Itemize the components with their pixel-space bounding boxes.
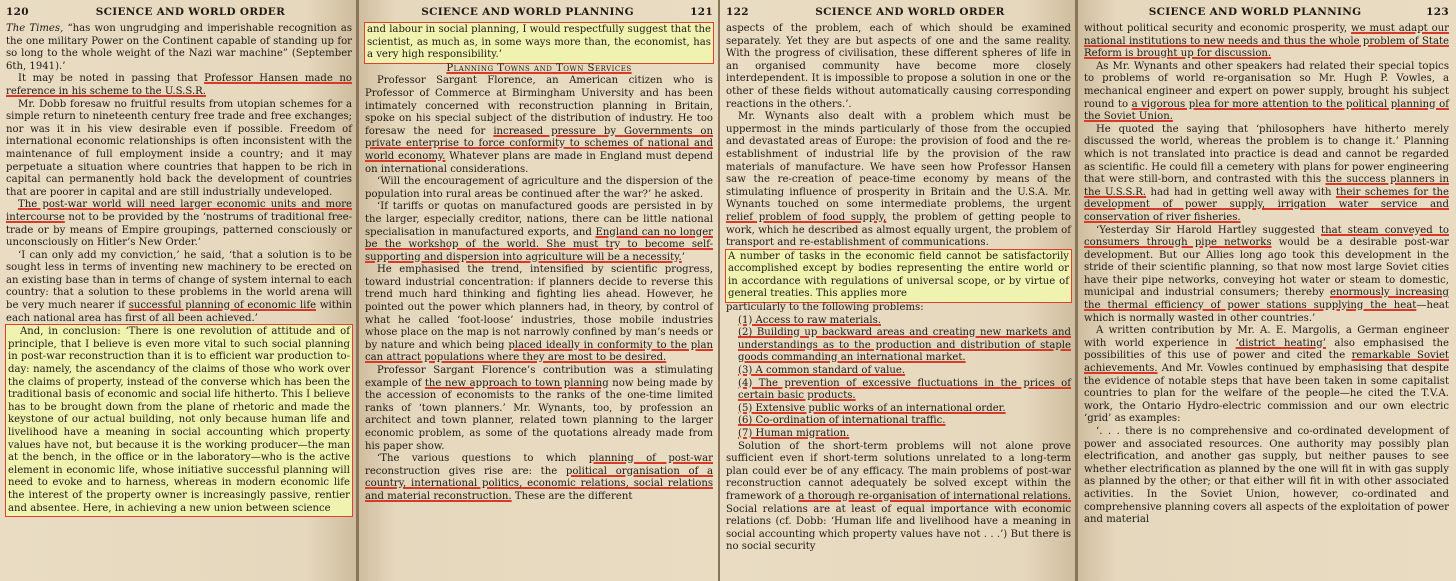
underlined-text: their schemes for the development of power supply, irrigation water service and conservation of river fisheries.	[1084, 186, 1449, 223]
paragraph	[726, 111, 1071, 250]
running-title: SCIENCE AND WORLD ORDER	[95, 6, 286, 18]
running-header	[1084, 6, 1449, 18]
text-run: had had in getting well away with	[1146, 186, 1336, 198]
paragraph	[365, 264, 713, 365]
text-run: would be a desirable post-war development. But our Allies long ago took this development in the stride of their scientific planning, so that now most large Soviet cities have their pipe networks, conveying hot water or steam to domestic, municipal and industrial consumers; thereby	[1084, 237, 1449, 299]
text-run: ‘I can only add my conviction,’ he said, ‘that a solution is to be sought less in terms of inventing new machinery to be erected on an existing base than in terms of change of system internal to each country: that a solution to these problems in the world arena will be very much nearer if	[6, 249, 352, 312]
underlined-text: (4) The prevention of excessive fluctuations in the prices of certain basic products.	[738, 377, 1071, 402]
text-run: ‘. . . there is no comprehensive and co-ordinated development of power and associated resources. One authority may possibly plan electrification, and another gas supply, but neither pauses to see whether electrification as planned by the one will fit in with gas supply as planned by the other; or that either will fit in with other associated activities. In the Soviet Union, however, co-ordinated and comprehensive planning covers all aspects of the exploitation of power and material	[1084, 426, 1449, 526]
underlined-text: (6) Co-ordination of international traffic.	[738, 415, 946, 427]
paragraph	[6, 73, 352, 98]
page-number: 122	[726, 6, 749, 18]
underlined-text: successful planning of economic life	[128, 300, 317, 312]
underlined-text: (2) Building up backward areas and creating new markets and understandings as to the production and distribution of staple goods commanding an international market.	[738, 327, 1071, 364]
text-run: —heat which is normally wasted in other countries.’	[1084, 300, 1449, 324]
paragraph	[6, 99, 352, 200]
heading-text: Planning Towns and Town Services	[446, 62, 632, 74]
text-run: within each national area has first of all been achieved.’	[6, 300, 352, 324]
text-run: Whatever plans are made in England must depend on international considerations.	[365, 150, 713, 175]
underlined-text: we must adapt our national institutions to new needs and thus the whole problem of State Reform is brought up for discussion.	[1084, 23, 1449, 60]
text-run: reconstruction gives rise are: the	[365, 465, 566, 477]
text-run: “has won ungrudging and imperishable recognition as the one military Power on the Continent capable of standing up for so long to the whole weight of the Nazi war machine” (September 6th, 1941).’	[6, 23, 352, 72]
underlined-text: England can no longer be the workshop of the world. She must try to become self-supporting and dispersion into agriculture will be a necessity.	[365, 226, 714, 263]
text-run: Mr. Wynants also dealt with a problem which must be uppermost in the minds particularly of those from the occupied and devastated areas of Europe: the provision of food and the re-establishment of industrial life by the provision of the raw materials of manufacture. We have seen how Professor Hansen saw the re-creation of peace-time economy by means of the stimulating influence of prosperity in Britain and the U.S.A. Mr. Wynants touched on some intermediate problems, the urgent	[726, 111, 1071, 211]
page-number: 123	[1426, 6, 1449, 18]
highlighted-paragraph	[6, 325, 352, 516]
text-run: Social relations are at least of equal importance with economic relations (cf. Dobb: ‘Human life and livelihood have a meaning in social accounting which property values have not . . .’) But there is no social security	[726, 503, 1071, 553]
underlined-text: enormously increasing the thermal efficiency of power stations supplying the heat	[1084, 287, 1449, 312]
text-run: And Mr. Vowles continued by emphasising that despite the evidence of notable steps that have been taken in some capitalist countries to plan for the welfare of the people—he cited the T.V.A. work, the Ontario Hydro-electric commission and our own electric ‘grid’ as examples:	[1084, 363, 1449, 425]
underlined-text: (3) A common standard of value.	[738, 365, 906, 377]
text-run: without political security and economic prosperity,	[1084, 23, 1352, 34]
list-item	[726, 315, 1071, 328]
running-title: SCIENCE AND WORLD PLANNING	[421, 6, 634, 18]
running-header	[726, 6, 1071, 18]
page-body	[726, 23, 1071, 554]
paragraph	[1084, 23, 1449, 61]
paragraph	[365, 75, 713, 176]
text-run: also emphasised the possibilities of this use of power and cited the	[1084, 337, 1449, 362]
text-run: not to be provided by the ‘nostrums of traditional free-trade or by means of Empire groupings, patterned consciously or unconsciously on Hitler’s New Order.’	[6, 211, 352, 249]
text-run: Professor Sargant Florence’s contribution was a stimulating example of	[365, 365, 713, 389]
underlined-text: political organisation of a country, international politics, economic relations, social relations and material reconstruction.	[365, 465, 713, 502]
page-number: 120	[6, 6, 29, 18]
underlined-text: placed ideally in conformity to the plan can attract populations where they are most to be desired.	[365, 339, 713, 364]
text-run: ’	[681, 251, 685, 263]
text-run: The Times,	[6, 23, 64, 34]
list-item	[726, 428, 1071, 441]
underlined-text: Professor Hansen made no reference in his scheme to the U.S.S.R.	[6, 73, 352, 97]
text-run: A written contribution by Mr. A. E. Margolis, a German engineer with world experience in	[1084, 325, 1449, 349]
underlined-text: relief problem of food supply,	[726, 211, 887, 223]
text-run: the problem of getting people to work, which he described as almost equally urgent, the problem of transport and re-establishment of communications.	[726, 211, 1071, 249]
page-120	[0, 0, 359, 581]
text-run: aspects of the problem, each of which should be examined separately. Yet they are but aspects of one and the same reality. With the progress of civilisation, these different spheres of life in an organised community have become more closely interdependent. It is impossible to propose a solution in one or the other of these fields without automatically causing corresponding reactions in the others.’.	[726, 23, 1071, 110]
text-run: He emphasised the trend, intensified by scientific progress, toward industrial concentration: if planners decide to reverse this trend much hard thinking and fighting lies ahead. However, he pointed out the power which planners had, in theory, by control of what he called ‘foot-loose’ industries, those mobile industries whose place on the map is not narrowly confined by man’s needs or by nature and which being	[365, 264, 713, 351]
text-run: Professor Sargant Florence, an American citizen who is Professor of Commerce at Birmingham University and has been intimately concerned with reconstruction planning in Britain, spoke on his special subject of the distribution of industry. He too foresaw the need for	[365, 75, 713, 137]
underlined-text: a vigorous plea for more attention to the political planning of the Soviet Union.	[1084, 98, 1449, 123]
paragraph	[365, 365, 713, 453]
paragraph	[726, 441, 1071, 554]
text-run: ‘If tariffs or quotas on manufactured goods are persisted in by the larger, especially creditor, nations, there can be little national specialisation in manufactured exports, and	[365, 201, 713, 238]
page-number: 121	[690, 6, 713, 18]
underlined-text: (7) Human migration.	[738, 428, 850, 439]
paragraph	[365, 453, 713, 503]
underlined-text: that steam conveyed to consumers through pipe networks	[1084, 224, 1449, 249]
underlined-text: the new approach to town planning	[424, 377, 609, 389]
text-run: Solution of the short-term problems will not alone prove sufficient even if short-term solutions unrelated to a long-term plan could ever be of any efficacy. The main problems of post-war reconstruction cannot adequately be solved except within the framework of	[726, 440, 1071, 502]
paragraph	[1084, 124, 1449, 225]
text-run: now being made by the accession of economists to the ranks of the one-time limited ranks of ‘town planners.’ Mr. Wynants, too, by profession an architect and town planner, related town planning to the larger economic problem, as some of the quotations already made from his paper show.	[365, 377, 713, 452]
list-item	[726, 365, 1071, 378]
section-heading	[365, 63, 713, 76]
paragraph	[6, 199, 352, 249]
list-item	[726, 403, 1071, 416]
text-run: ‘Will the encouragement of agriculture and the dispersion of the population into rural areas be continued after the war?’ he asked.	[365, 176, 713, 200]
page-body	[6, 23, 352, 516]
paragraph	[1084, 325, 1449, 426]
running-header	[365, 6, 713, 18]
paragraph	[726, 302, 1071, 315]
page-body	[365, 23, 713, 504]
text-run: ‘The various questions to which	[377, 453, 589, 465]
underlined-text: remarkable Soviet achievements.	[1084, 350, 1449, 375]
page-121	[359, 0, 720, 581]
underlined-text: (1) Access to raw materials.	[738, 314, 881, 326]
underlined-text: the success planners in the U.S.S.R.	[1084, 174, 1449, 198]
highlighted-paragraph	[726, 250, 1071, 302]
paragraph	[726, 23, 1071, 111]
text-run: ‘Yesterday Sir Harold Hartley suggested	[1096, 224, 1322, 236]
page-123	[1078, 0, 1456, 581]
text-run: and labour in social planning, I would respectfully suggest that the scientist, as much as, in some ways more than, the economist, has a very high responsibility.’	[367, 24, 711, 61]
underlined-text: ‘district heating’	[1235, 337, 1326, 349]
underlined-text: planning of post-war	[588, 453, 713, 465]
running-title: SCIENCE AND WORLD PLANNING	[1148, 6, 1362, 18]
running-header	[6, 6, 352, 18]
page-body	[1084, 23, 1449, 527]
underlined-text: increased pressure by Governments on private enterprise to force conformity to schemes of national and world economy.	[365, 125, 713, 162]
text-run: As Mr. Wynants and other speakers had related their special topics to problems of world re-organisation so Mr. Hugh P. Vowles, a mechanical engineer and expert on power supply, brought his subject round to	[1084, 60, 1449, 110]
text-run: particularly to the following problems:	[726, 302, 924, 314]
text-run: A number of tasks in the economic field cannot be satisfactorily accomplished except by bodies representing the entire world or in accordance with regulations of universal scope, or by virtue of general treaties. This applies more	[728, 250, 1069, 300]
text-run: It may be noted in passing that	[18, 73, 205, 85]
list-item	[726, 327, 1071, 365]
text-run: And, in conclusion: ‘There is one revolution of attitude and of principle, that I believe is even more vital to such social planning in post-war reconstruction than it is to efficient war production to-day: namely, the ascendancy of the claims of those who work over the claims of property, instead of the converse which has been the traditional basis of economic and social life hitherto. This I believe has to be brought down from the plane of rhetoric and made the keystone of our actual building, not only because human life and livelihood have a meaning in social accounting which property values have not, but because it is the working producer—the man at the bench, in the office or in the laboratory—who is the active element in economic life, whose initiative successful planning will need to evoke and to harness, whereas in modern economic life the interest of the property owner is increasingly passive, rentier and absentee. Here, in achieving a new union between science	[8, 326, 350, 514]
running-title: SCIENCE AND WORLD ORDER	[815, 6, 1005, 18]
paragraph	[365, 176, 713, 201]
text-run: These are the different	[511, 490, 633, 502]
underlined-text: The post-war world will need larger economic units and more intercourse	[6, 199, 352, 223]
page-122	[720, 0, 1078, 581]
underlined-text: a thorough re-organisation of international relations.	[798, 490, 1072, 502]
paragraph	[1084, 61, 1449, 124]
paragraph	[365, 201, 713, 264]
paragraph	[6, 250, 352, 326]
text-run: He quoted the saying that ‘philosophers have hitherto merely discussed the world, whereas the problem is to change it.’ Planning which is not translated into practice is dead and cannot be regarded as scientific. He could fill a cemetery with plans for power engineering that were still-born, and contrasted with this	[1084, 123, 1449, 186]
list-item	[726, 378, 1071, 403]
paragraph	[1084, 225, 1449, 326]
text-run: Mr. Dobb foresaw no fruitful results from utopian schemes for a simple return to nineteenth century free trade and free exchanges; nor was it in his view desirable even if possible. Freedom of international economic relationships is often inconsistent with the maintenance of full employment inside a country; and it may perpetuate a situation where countries that happen to be rich in capital can permanently hold back the development of countries that are poorer in capital and are still industrially undeveloped.	[6, 98, 352, 198]
underlined-text: (5) Extensive public works of an international order.	[738, 402, 1006, 414]
paragraph	[1084, 426, 1449, 527]
list-item	[726, 415, 1071, 428]
paragraph	[6, 23, 352, 73]
highlighted-paragraph	[365, 23, 713, 63]
